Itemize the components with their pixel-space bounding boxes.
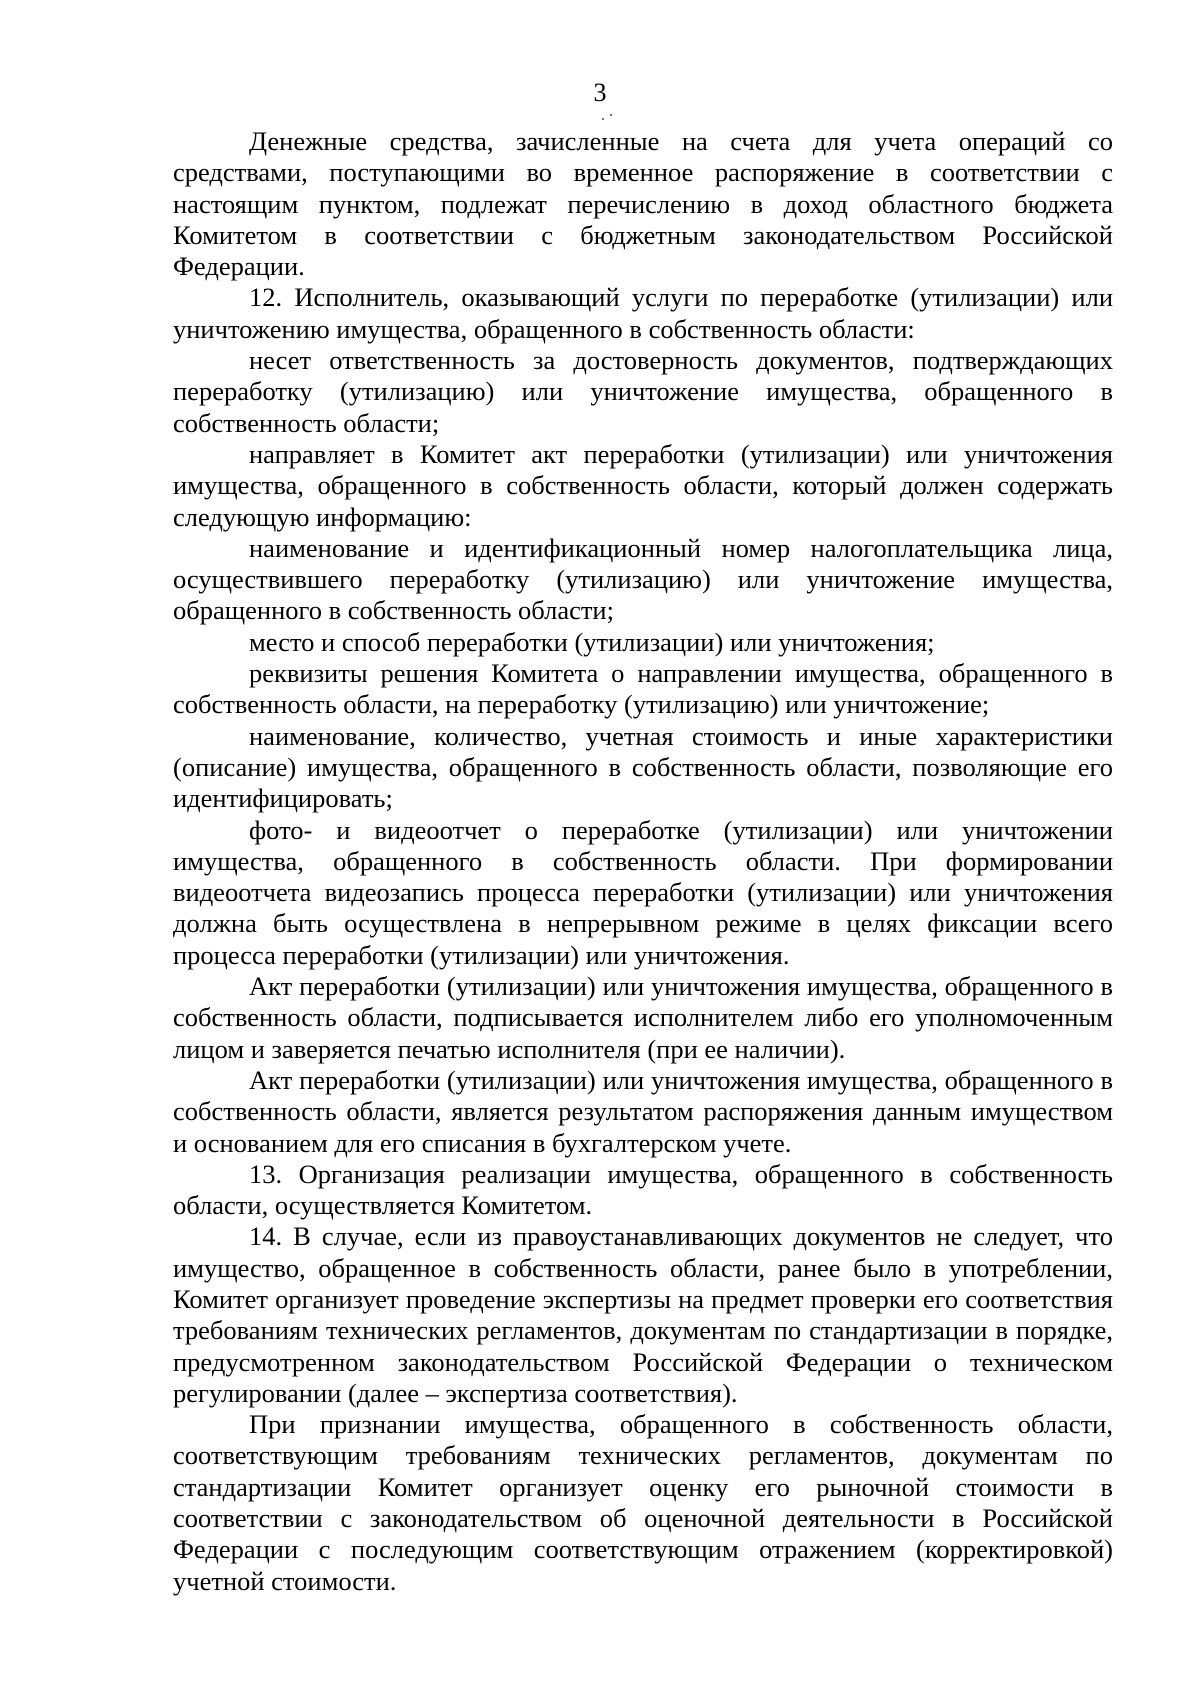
paragraph-name-inn: наименование и идентификационный номер налогоплательщика лица, осуществившего переработку (утилизацию) или уничтожение имущества, обращенного в собственность области; [173, 532, 1113, 626]
paragraph-item-12: 12. Исполнитель, оказывающий услуги по переработке (утилизации) или уничтожению имущества, обращенного в собственность области: [173, 282, 1113, 344]
document-body [173, 126, 1113, 1597]
paragraph-item-14: 14. В случае, если из правоустанавливающих документов не следует, что имущество, обращенное в собственность области, ранее было в употреблении, Комитет организует проведение экспертизы на предмет проверки его соответствия требованиям технических регламентов, документам по стандартизации в порядке, предусмотренном законодательством Российской Федерации о техническом регулировании (далее – экспертиза соответствия). [173, 1221, 1113, 1408]
paragraph-market-valuation: При признании имущества, обращенного в собственность области, соответствующим требованиям технических регламентов, документам по стандартизации Комитет организует оценку его рыночной стоимости в соответствии с законодательством об оценочной деятельности в Российской Федерации с последующим соответствующим отражением (корректировкой) учетной стоимости. [173, 1409, 1113, 1596]
scan-speck [602, 118, 604, 120]
paragraph-photo-video-report: фото- и видеоотчет о переработке (утилизации) или уничтожении имущества, обращенного в собственность области. При формировании видеоотчета видеозапись процесса переработки (утилизации) или уничтожения должна быть осуществлена в непрерывном режиме в целях фиксации всего процесса переработки (утилизации) или уничтожения. [173, 814, 1113, 970]
page-number: 3 [593, 78, 607, 107]
paragraph-act-result: Акт переработки (утилизации) или уничтожения имущества, обращенного в собственность области, является результатом распоряжения данным имуществом и основанием для его списания в бухгалтерском учете. [173, 1064, 1113, 1158]
paragraph-property-description: наименование, количество, учетная стоимость и иные характеристики (описание) имущества, обращенного в собственность области, позволяющие его идентифицировать; [173, 720, 1113, 814]
paragraph-responsibility: несет ответственность за достоверность документов, подтверждающих переработку (утилизацию) или уничтожение имущества, обращенного в собственность области; [173, 345, 1113, 438]
scan-speck [610, 114, 612, 116]
paragraph-act-submission: направляет в Комитет акт переработки (утилизации) или уничтожения имущества, обращенного в собственность области, который должен содержать следующую информацию: [173, 438, 1113, 532]
paragraph-funds-transfer: Денежные средства, зачисленные на счета для учета операций со средствами, поступающими во временное распоряжение в соответствии с настоящим пунктом, подлежат перечислению в доход областного бюджета Комитетом в соответствии с бюджетным законодательством Российской Федерации. [173, 126, 1113, 282]
paragraph-place-method: место и способ переработки (утилизации) или уничтожения; [249, 626, 935, 657]
paragraph-act-signing: Акт переработки (утилизации) или уничтожения имущества, обращенного в собственность области, подписывается исполнителем либо его уполномоченным лицом и заверяется печатью исполнителя (при ее наличии). [173, 971, 1113, 1064]
paragraph-item-13: 13. Организация реализации имущества, обращенного в собственность области, осуществляется Комитетом. [173, 1158, 1113, 1221]
paragraph-decision-details: реквизиты решения Комитета о направлении имущества, обращенного в собственность области, на переработку (утилизацию) или уничтожение; [173, 658, 1113, 720]
